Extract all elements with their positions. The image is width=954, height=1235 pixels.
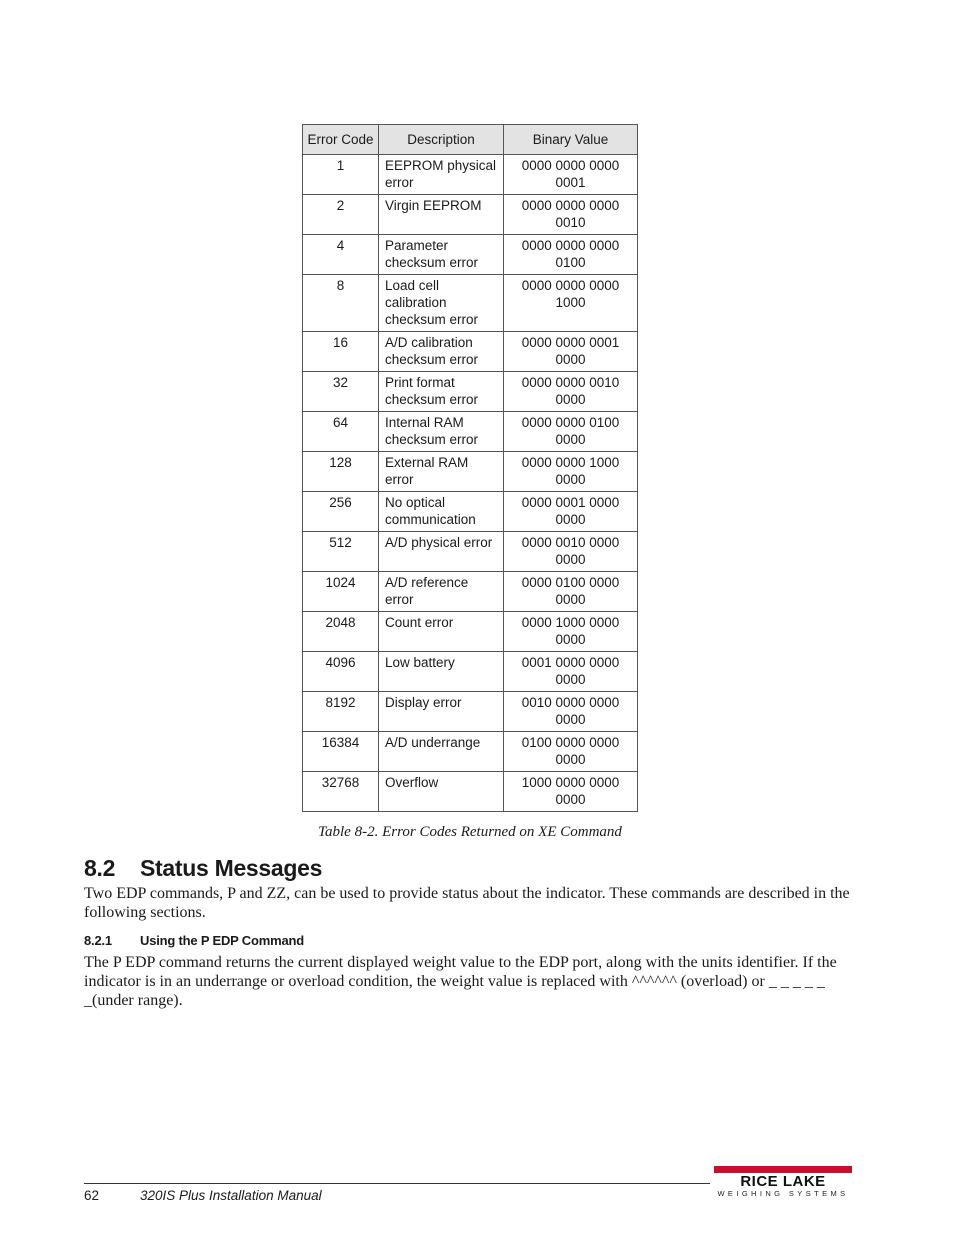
description-cell: A/D reference error <box>379 572 504 612</box>
column-header-binary-value: Binary Value <box>504 125 638 155</box>
description-cell: A/D underrange <box>379 732 504 772</box>
description-cell: Overflow <box>379 772 504 812</box>
subsection-paragraph: The P EDP command returns the current displayed weight value to the EDP port, along with the units identifier. If the indicator is in an underrange or overload condition, the weight value is replaced with ^^^^^^ (overload) or _ _ _ _ _ _(under range). <box>84 954 837 1009</box>
error-code-cell: 4 <box>303 235 379 275</box>
section-heading <box>84 855 322 882</box>
manual-title: 320IS Plus Installation Manual <box>140 1188 322 1203</box>
error-code-cell: 2 <box>303 195 379 235</box>
table-caption: Table 8-2. Error Codes Returned on XE Command <box>318 824 622 840</box>
table-row <box>303 275 638 332</box>
binary-value-cell: 0000 0000 0000 1000 <box>504 275 638 332</box>
table-row <box>303 155 638 195</box>
error-code-cell: 1024 <box>303 572 379 612</box>
table-row <box>303 452 638 492</box>
logo-red-bar <box>714 1166 852 1173</box>
logo-name: RICE LAKE <box>740 1173 826 1190</box>
description-cell: Low battery <box>379 652 504 692</box>
table-row <box>303 652 638 692</box>
binary-value-cell: 0000 0000 0001 0000 <box>504 332 638 372</box>
binary-value-cell: 0000 0100 0000 0000 <box>504 572 638 612</box>
description-cell: Display error <box>379 692 504 732</box>
table-row <box>303 235 638 275</box>
description-cell: Internal RAM checksum error <box>379 412 504 452</box>
table-row <box>303 692 638 732</box>
description-cell: Count error <box>379 612 504 652</box>
column-header-error-code: Error Code <box>303 125 379 155</box>
description-cell: Load cell calibration checksum error <box>379 275 504 332</box>
binary-value-cell: 0000 0000 0000 0010 <box>504 195 638 235</box>
error-code-cell: 8 <box>303 275 379 332</box>
subsection-number: 8.2.1 <box>84 933 112 948</box>
section-number: 8.2 <box>84 855 116 881</box>
rice-lake-logo <box>714 1166 854 1198</box>
logo-tagline: WEIGHING SYSTEMS <box>717 1189 849 1198</box>
table-row <box>303 612 638 652</box>
page-number: 62 <box>84 1188 100 1203</box>
binary-value-cell: 0000 0000 0100 0000 <box>504 412 638 452</box>
binary-value-cell: 0100 0000 0000 0000 <box>504 732 638 772</box>
error-code-cell: 8192 <box>303 692 379 732</box>
error-code-cell: 256 <box>303 492 379 532</box>
error-code-cell: 512 <box>303 532 379 572</box>
error-code-cell: 1 <box>303 155 379 195</box>
section-paragraph: Two EDP commands, P and ZZ, can be used to provide status about the indicator. These commands are described in the following sections. <box>84 885 850 921</box>
table-row <box>303 532 638 572</box>
column-header-description: Description <box>379 125 504 155</box>
binary-value-cell: 0000 0000 0000 0001 <box>504 155 638 195</box>
error-code-cell: 16384 <box>303 732 379 772</box>
description-cell: Virgin EEPROM <box>379 195 504 235</box>
binary-value-cell: 1000 0000 0000 0000 <box>504 772 638 812</box>
description-cell: Parameter checksum error <box>379 235 504 275</box>
error-codes-table-body <box>303 155 638 812</box>
error-code-cell: 2048 <box>303 612 379 652</box>
description-cell: External RAM error <box>379 452 504 492</box>
error-code-cell: 128 <box>303 452 379 492</box>
description-cell: A/D physical error <box>379 532 504 572</box>
subsection-heading <box>84 933 304 948</box>
binary-value-cell: 0000 1000 0000 0000 <box>504 612 638 652</box>
table-header-row <box>303 125 638 155</box>
binary-value-cell: 0000 0000 0010 0000 <box>504 372 638 412</box>
table-row <box>303 772 638 812</box>
error-code-cell: 4096 <box>303 652 379 692</box>
table-row <box>303 195 638 235</box>
error-codes-table <box>302 124 638 812</box>
binary-value-cell: 0001 0000 0000 0000 <box>504 652 638 692</box>
description-cell: No optical communication <box>379 492 504 532</box>
table-row <box>303 492 638 532</box>
binary-value-cell: 0010 0000 0000 0000 <box>504 692 638 732</box>
subsection-title: Using the P EDP Command <box>140 933 304 948</box>
table-row <box>303 332 638 372</box>
table-row <box>303 572 638 612</box>
error-code-cell: 32 <box>303 372 379 412</box>
binary-value-cell: 0000 0000 1000 0000 <box>504 452 638 492</box>
section-title: Status Messages <box>140 855 323 881</box>
error-code-cell: 32768 <box>303 772 379 812</box>
description-cell: A/D calibration checksum error <box>379 332 504 372</box>
error-code-cell: 16 <box>303 332 379 372</box>
binary-value-cell: 0000 0001 0000 0000 <box>504 492 638 532</box>
table-row <box>303 412 638 452</box>
description-cell: Print format checksum error <box>379 372 504 412</box>
binary-value-cell: 0000 0000 0000 0100 <box>504 235 638 275</box>
description-cell: EEPROM physical error <box>379 155 504 195</box>
table-row <box>303 732 638 772</box>
binary-value-cell: 0000 0010 0000 0000 <box>504 532 638 572</box>
footer-divider <box>84 1183 710 1184</box>
table-row <box>303 372 638 412</box>
error-code-cell: 64 <box>303 412 379 452</box>
